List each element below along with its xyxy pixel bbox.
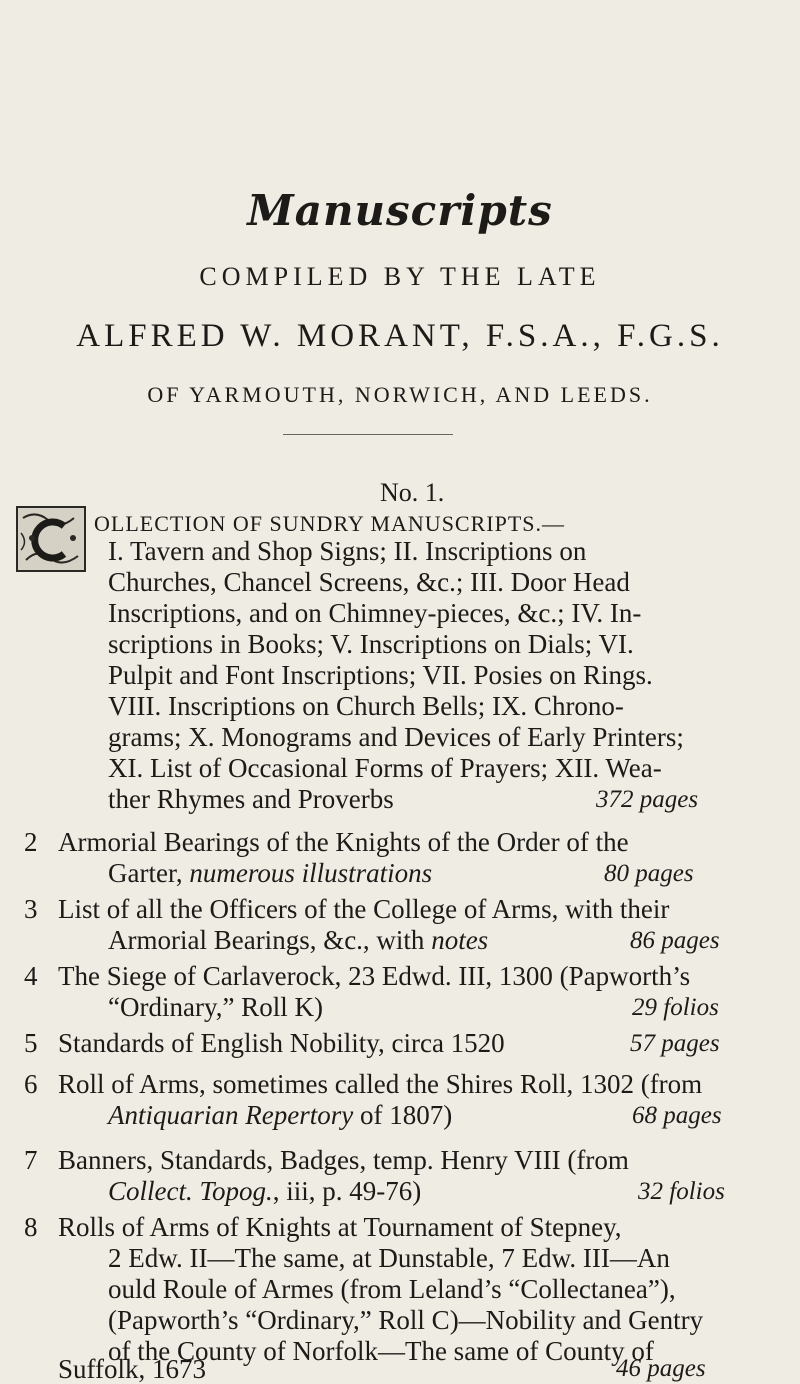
item-line: Armorial Bearings of the Knights of the Order of the <box>58 827 629 857</box>
item-line: (Papworth’s “Ordinary,” Roll C)—Nobility and Gentry <box>108 1305 704 1335</box>
entry-number-heading: No. 1. <box>380 478 445 507</box>
item-line: Rolls of Arms of Knights at Tournament of Stepney, <box>58 1212 622 1242</box>
item-line: Banners, Standards, Badges, temp. Henry VIII (from <box>58 1145 629 1175</box>
page-title: Manuscripts <box>247 186 553 235</box>
item-line: Garter, numerous illustrations <box>108 858 433 888</box>
item-number: 6 <box>24 1069 38 1099</box>
entry1-line: I. Tavern and Shop Signs; II. Inscriptions on <box>108 536 587 566</box>
item-number: 2 <box>24 827 38 857</box>
entry1-lead: OLLECTION OF SUNDRY MANUSCRIPTS.— <box>94 511 566 536</box>
divider-rule <box>283 434 453 435</box>
locations-line: OF YARMOUTH, NORWICH, AND LEEDS. <box>147 382 653 407</box>
item-line: Standards of English Nobility, circa 1520 <box>58 1028 505 1058</box>
item-line: “Ordinary,” Roll K) <box>108 992 323 1022</box>
entry1-line: XI. List of Occasional Forms of Prayers; XII. Wea- <box>108 753 662 783</box>
item-number: 7 <box>24 1145 38 1175</box>
item-pages: 29 folios <box>632 994 719 1021</box>
entry1-line: ther Rhymes and Proverbs <box>108 784 394 814</box>
item-number: 3 <box>24 894 38 924</box>
item-number: 8 <box>24 1212 38 1242</box>
item-pages: 68 pages <box>632 1102 722 1129</box>
item-line: 2 Edw. II—The same, at Dunstable, 7 Edw. III—An <box>108 1243 670 1273</box>
entry1-line: grams; X. Monograms and Devices of Early Printers; <box>108 722 684 752</box>
entry1-line: VIII. Inscriptions on Church Bells; IX. Chrono- <box>108 691 624 721</box>
item-pages: 46 pages <box>616 1355 706 1382</box>
item-line: of the County of Norfolk—The same of County of <box>108 1336 654 1366</box>
item-line: The Siege of Carlaverock, 23 Edwd. III, 1300 (Papworth’s <box>58 961 691 991</box>
entry1-line: scriptions in Books; V. Inscriptions on Dials; VI. <box>108 629 634 659</box>
item-line: Roll of Arms, sometimes called the Shires Roll, 1302 (from <box>58 1069 703 1099</box>
item-line: Armorial Bearings, &c., with notes <box>108 925 489 955</box>
item-pages: 32 folios <box>638 1178 725 1205</box>
item-line: Suffolk, 1673 <box>58 1354 207 1384</box>
entry1-line: Churches, Chancel Screens, &c.; III. Door Head <box>108 567 630 597</box>
item-pages: 57 pages <box>630 1030 720 1057</box>
item-pages: 80 pages <box>604 860 694 887</box>
item-line: Antiquarian Repertory of 1807) <box>108 1100 453 1130</box>
item-line: ould Roule of Armes (from Leland’s “Collectanea”), <box>108 1274 676 1304</box>
item-line: List of all the Officers of the College of Arms, with their <box>58 894 670 924</box>
entry1-line: Pulpit and Font Inscriptions; VII. Posies on Rings. <box>108 660 653 690</box>
entry1-line: Inscriptions, and on Chimney-pieces, &c.; IV. In- <box>108 598 642 628</box>
entry1-pages: 372 pages <box>596 786 699 813</box>
item-line: Collect. Topog., iii, p. 49-76) <box>108 1176 422 1206</box>
item-pages: 86 pages <box>630 927 720 954</box>
item-number: 5 <box>24 1028 38 1058</box>
decorated-initial-c-icon <box>16 506 86 572</box>
compiled-by-line: COMPILED BY THE LATE <box>199 262 601 291</box>
item-number: 4 <box>24 961 38 991</box>
author-line: ALFRED W. MORANT, F.S.A., F.G.S. <box>76 318 724 354</box>
